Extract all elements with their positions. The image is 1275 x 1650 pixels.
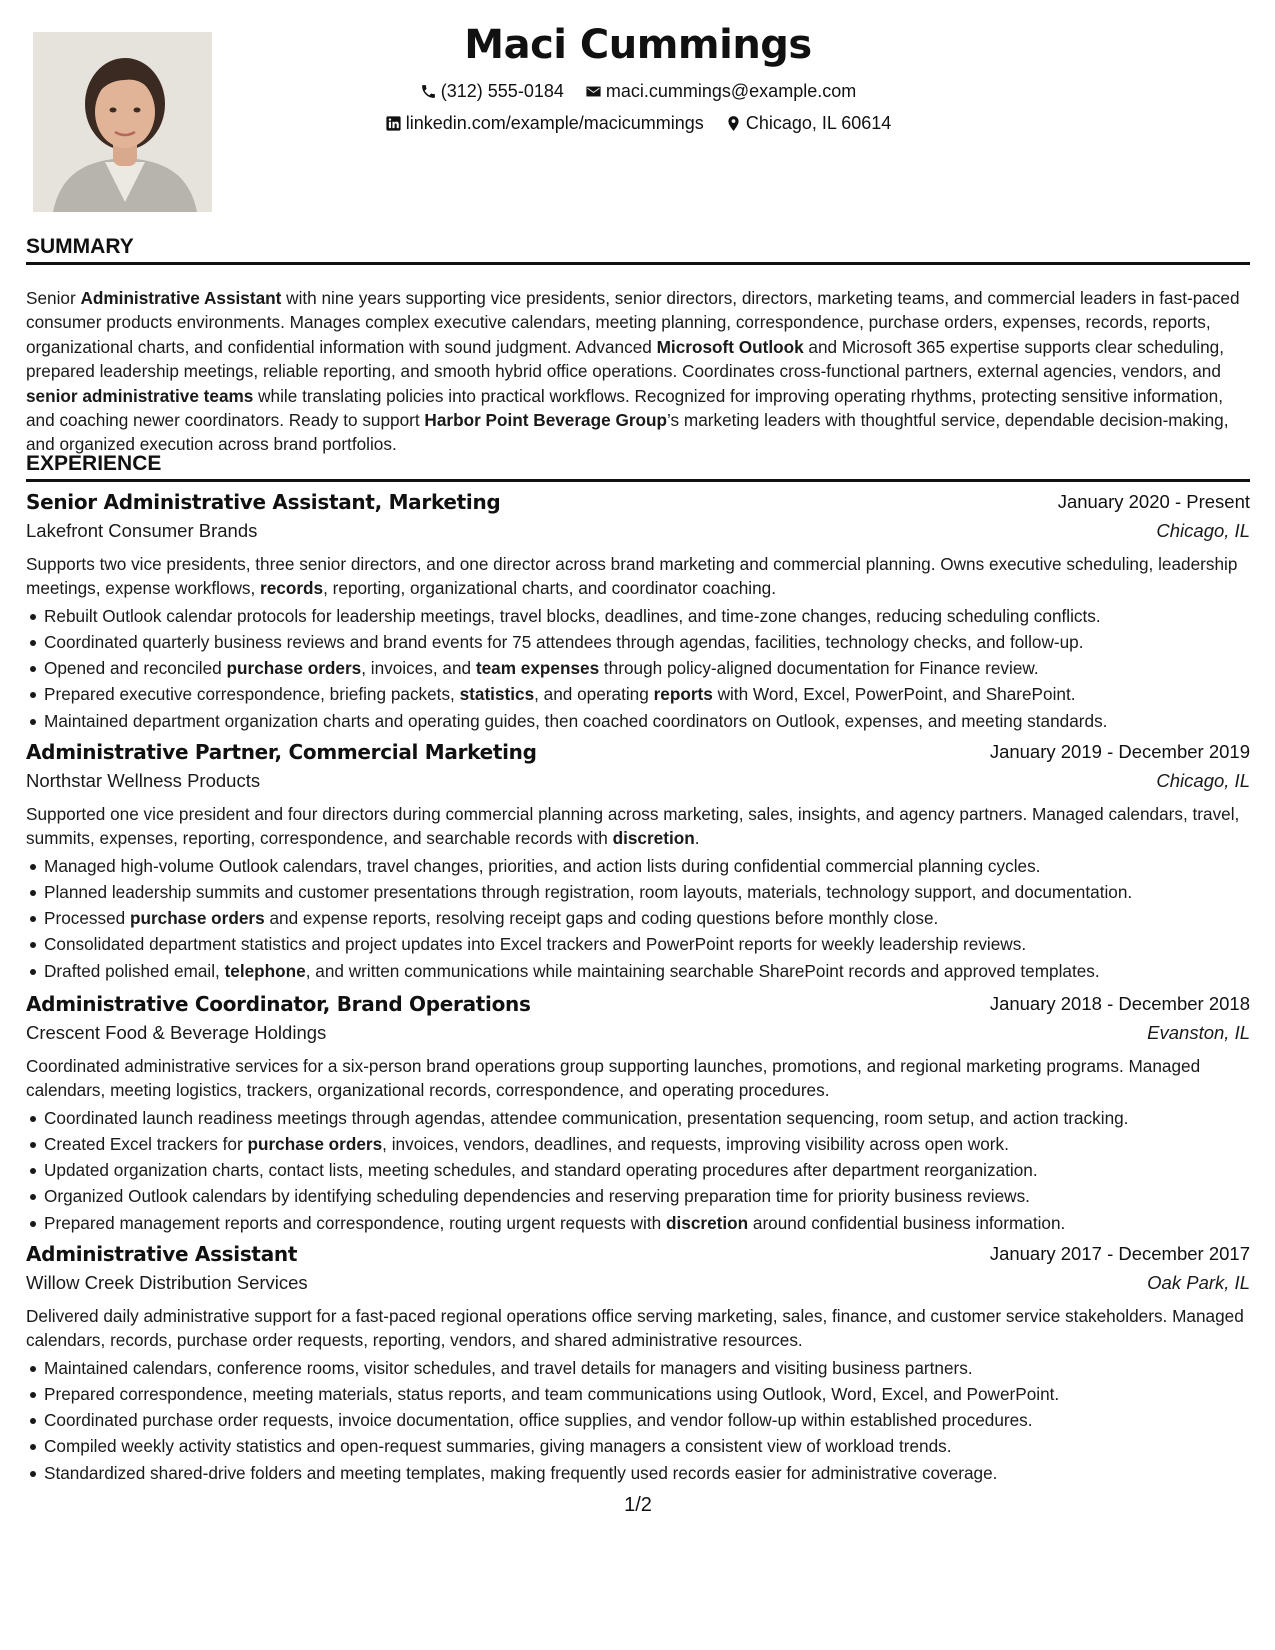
emphasis-keyword: Administrative Assistant [80, 288, 282, 308]
bullet-item: Prepared executive correspondence, briefing packets, statistics, and operating reports with Word, Excel, PowerPoint, and SharePoint. [26, 681, 1250, 707]
bullet-item: Opened and reconciled purchase orders, invoices, and team expenses through policy-aligned documentation for Finance review. [26, 655, 1250, 681]
bullet-item: Created Excel trackers for purchase orders, invoices, vendors, deadlines, and requests, improving visibility across open work. [26, 1131, 1250, 1157]
bullet-item: Coordinated quarterly business reviews and brand events for 75 attendees through agendas, facilities, technology checks, and follow-up. [26, 629, 1250, 655]
bullet-item: Planned leadership summits and customer presentations through registration, room layouts, materials, technology support, and documentation. [26, 879, 1250, 905]
bullet-item: Managed high-volume Outlook calendars, travel changes, priorities, and action lists during confidential commercial planning cycles. [26, 853, 1250, 879]
job-entry [26, 490, 1250, 734]
job-title: Senior Administrative Assistant, Marketing [26, 490, 501, 514]
job-description: Supports two vice presidents, three senior directors, and one director across brand marketing and commercial planning. Owns executive scheduling, leadership meetings, expense workflows, records, reporting, organizational charts, and coordinator coaching. [26, 554, 1238, 599]
emphasis-keyword: reports [653, 684, 713, 705]
resume-page [26, 0, 1250, 1650]
bullet-item: Maintained calendars, conference rooms, visitor schedules, and travel details for managers and visiting business partners. [26, 1355, 1250, 1381]
job-subheader [26, 1272, 1250, 1304]
summary-text: Senior Administrative Assistant with nine years supporting vice presidents, senior directors, directors, marketing teams, and commercial leaders in fast-paced consumer products environments. Manages complex executive calendars, meeting planning, correspondence, purchase orders, expenses, records, reports, organizational charts, and confidential information with sound judgment. Advanced Microsoft Outlook and Microsoft 365 expertise supports clear scheduling, prepared leadership meetings, reliable reporting, and smooth hybrid office operations. Coordinates cross-functional partners, external agencies, vendors, and senior administrative teams while translating policies into practical workflows. Recognized for improving operating rhythms, protecting sensitive information, and coaching newer coordinators. Ready to support Harbor Point Beverage Group’s marketing leaders with thoughtful service, dependable decision-making, and organized execution across brand portfolios. [26, 288, 1240, 455]
job-company: Crescent Food & Beverage Holdings [26, 1022, 327, 1043]
bullet-item: Updated organization charts, contact lists, meeting schedules, and standard operating procedures after department reorganization. [26, 1157, 1250, 1183]
bullet-item: Coordinated purchase order requests, invoice documentation, office supplies, and vendor follow-up within established procedures. [26, 1407, 1250, 1433]
job-description: Coordinated administrative services for a six-person brand operations group supporting launches, promotions, and regional marketing programs. Managed calendars, meeting logistics, trackers, organizational records, correspondence, and operating procedures. [26, 1056, 1201, 1101]
emphasis-keyword: telephone [224, 960, 306, 981]
linkedin-text: linkedin.com/example/macicummings [405, 113, 704, 133]
job-header [26, 490, 1250, 520]
summary-heading: SUMMARY [26, 235, 1250, 265]
map-pin-icon [725, 115, 742, 132]
job-location: Evanston, IL [1147, 1022, 1250, 1043]
job-header [26, 1242, 1250, 1272]
phone-text: (312) 555-0184 [440, 81, 564, 101]
job-company: Willow Creek Distribution Services [26, 1272, 308, 1293]
job-title: Administrative Partner, Commercial Marketing [26, 740, 537, 764]
job-subheader [26, 770, 1250, 802]
job-title: Administrative Coordinator, Brand Operations [26, 992, 531, 1016]
job-bullets [26, 853, 1250, 984]
job-dates: January 2017 - December 2017 [989, 1243, 1250, 1264]
emphasis-keyword: purchase orders [129, 908, 265, 929]
contact-email[interactable] [585, 81, 856, 102]
job-entry [26, 740, 1250, 984]
candidate-name: Maci Cummings [464, 22, 812, 68]
page-number: 1/2 [624, 1494, 652, 1516]
emphasis-keyword: discretion [612, 828, 695, 849]
job-company: Northstar Wellness Products [26, 770, 261, 791]
job-description: Delivered daily administrative support for a fast-paced regional operations office serving marketing, sales, finance, and customer service stakeholders. Managed calendars, records, purchase order requests, reporting, vendors, and shared administrative resources. [26, 1306, 1244, 1351]
job-bullets [26, 603, 1250, 734]
bullet-item: Drafted polished email, telephone, and written communications while maintaining searchable SharePoint records and approved templates. [26, 958, 1250, 984]
job-location: Oak Park, IL [1147, 1272, 1250, 1293]
bullet-item: Processed purchase orders and expense reports, resolving receipt gaps and coding questions before monthly close. [26, 905, 1250, 931]
contact-phone [420, 81, 564, 102]
bullet-item: Compiled weekly activity statistics and open-request summaries, giving managers a consistent view of workload trends. [26, 1433, 1250, 1459]
location-text: Chicago, IL 60614 [745, 113, 892, 133]
bullet-item: Rebuilt Outlook calendar protocols for leadership meetings, travel blocks, deadlines, and time-zone changes, reducing scheduling conflicts. [26, 603, 1250, 629]
job-dates: January 2019 - December 2019 [989, 741, 1250, 762]
job-subheader [26, 1022, 1250, 1054]
job-title: Administrative Assistant [26, 1242, 298, 1266]
emphasis-keyword: purchase orders [247, 1134, 383, 1155]
bullet-item: Consolidated department statistics and project updates into Excel trackers and PowerPoint reports for weekly leadership reviews. [26, 931, 1250, 957]
emphasis-keyword: records [260, 578, 324, 599]
bullet-item: Standardized shared-drive folders and meeting templates, making frequently used records easier for administrative coverage. [26, 1460, 1250, 1486]
contact-linkedin[interactable] [385, 113, 704, 134]
job-company: Lakefront Consumer Brands [26, 520, 258, 541]
contact-location [725, 113, 891, 134]
job-bullets [26, 1355, 1250, 1486]
emphasis-keyword: statistics [459, 684, 535, 705]
emphasis-keyword: team expenses [475, 658, 600, 679]
bullet-item: Prepared correspondence, meeting materials, status reports, and team communications using Outlook, Word, Excel, and PowerPoint. [26, 1381, 1250, 1407]
bullet-item: Coordinated launch readiness meetings through agendas, attendee communication, presentation sequencing, room setup, and action tracking. [26, 1105, 1250, 1131]
emphasis-keyword: senior administrative teams [26, 385, 254, 406]
envelope-icon [585, 83, 602, 100]
job-entry [26, 992, 1250, 1236]
phone-icon [420, 83, 437, 100]
linkedin-icon [385, 115, 402, 132]
job-bullets [26, 1105, 1250, 1236]
job-entry [26, 1242, 1250, 1486]
job-header [26, 992, 1250, 1022]
emphasis-keyword: discretion [665, 1212, 749, 1233]
emphasis-keyword: Harbor Point Beverage Group [424, 410, 668, 431]
job-dates: January 2020 - Present [1057, 491, 1250, 512]
emphasis-keyword: purchase orders [226, 658, 362, 679]
job-description: Supported one vice president and four directors during commercial planning across marketing, sales, insights, and agency partners. Managed calendars, travel, summits, expenses, reporting, correspondence, and searchable records with discretion. [26, 804, 1240, 849]
emphasis-keyword: Microsoft Outlook [656, 336, 804, 357]
email-text: maci.cummings@example.com [605, 81, 857, 101]
bullet-item: Prepared management reports and correspondence, routing urgent requests with discretion around confidential business information. [26, 1210, 1250, 1236]
job-location: Chicago, IL [1156, 520, 1250, 541]
job-location: Chicago, IL [1156, 770, 1250, 791]
job-header [26, 740, 1250, 770]
contact-row-2 [26, 113, 1250, 137]
contact-row-1 [26, 81, 1250, 105]
job-dates: January 2018 - December 2018 [989, 993, 1250, 1014]
bullet-item: Maintained department organization charts and operating guides, then coached coordinators on Outlook, expenses, and meeting standards. [26, 708, 1250, 734]
bullet-item: Organized Outlook calendars by identifying scheduling dependencies and reserving preparation time for priority business reviews. [26, 1183, 1250, 1209]
job-subheader [26, 520, 1250, 552]
experience-heading: EXPERIENCE [26, 452, 1250, 482]
